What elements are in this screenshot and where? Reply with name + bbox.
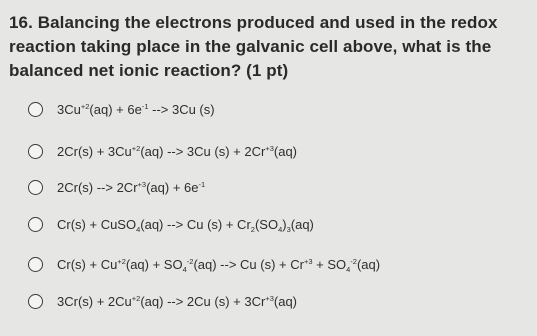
option-label: $2Cr(s) + 3Cu^{+2}(aq)$ --> 3Cu $(s) + 2Cr^{+3}(aq)$ xyxy=(57,143,298,159)
answer-option-3[interactable] xyxy=(28,177,205,197)
option-label: $3Cu^{+2}(aq) + 6e^{-1}$ --> 3Cu (s) xyxy=(57,101,215,117)
radio-button-icon[interactable] xyxy=(28,217,43,232)
answer-option-6[interactable] xyxy=(28,291,297,311)
radio-button-icon[interactable] xyxy=(28,294,43,309)
radio-button-icon[interactable] xyxy=(28,257,43,272)
radio-button-icon[interactable] xyxy=(28,180,43,195)
answer-option-5[interactable] xyxy=(28,254,380,274)
radio-button-icon[interactable] xyxy=(28,102,43,117)
option-label: $3Cr(s) + 2Cu^{+2}(aq)$ --> 2Cu $(s) + 3Cr^{+3}(aq)$ xyxy=(57,293,298,309)
answer-option-1[interactable] xyxy=(28,99,215,119)
radio-button-icon[interactable] xyxy=(28,144,43,159)
option-label: 2Cr(s) --> $2Cr^{+3}(aq) + 6e^{-1}$ xyxy=(57,179,206,195)
answer-option-2[interactable] xyxy=(28,141,297,161)
answer-option-4[interactable] xyxy=(28,214,314,234)
question-text: 16. Balancing the electrons produced and used in the redox reaction taking place in the galvanic cell above, what is the balanced net ionic reaction? (1 pt) xyxy=(9,13,498,80)
option-label: Cr(s) + CuSO$_4$(aq) --> Cu $(s) + Cr_2(SO_4)_3(aq)$ xyxy=(57,216,314,234)
option-label: $Cr(s) + Cu^{+2}(aq) + SO_4^{-2}(aq)$ --> Cu $(s) + Cr^{+3} + SO_4^{-2}(aq)$ xyxy=(57,256,381,274)
